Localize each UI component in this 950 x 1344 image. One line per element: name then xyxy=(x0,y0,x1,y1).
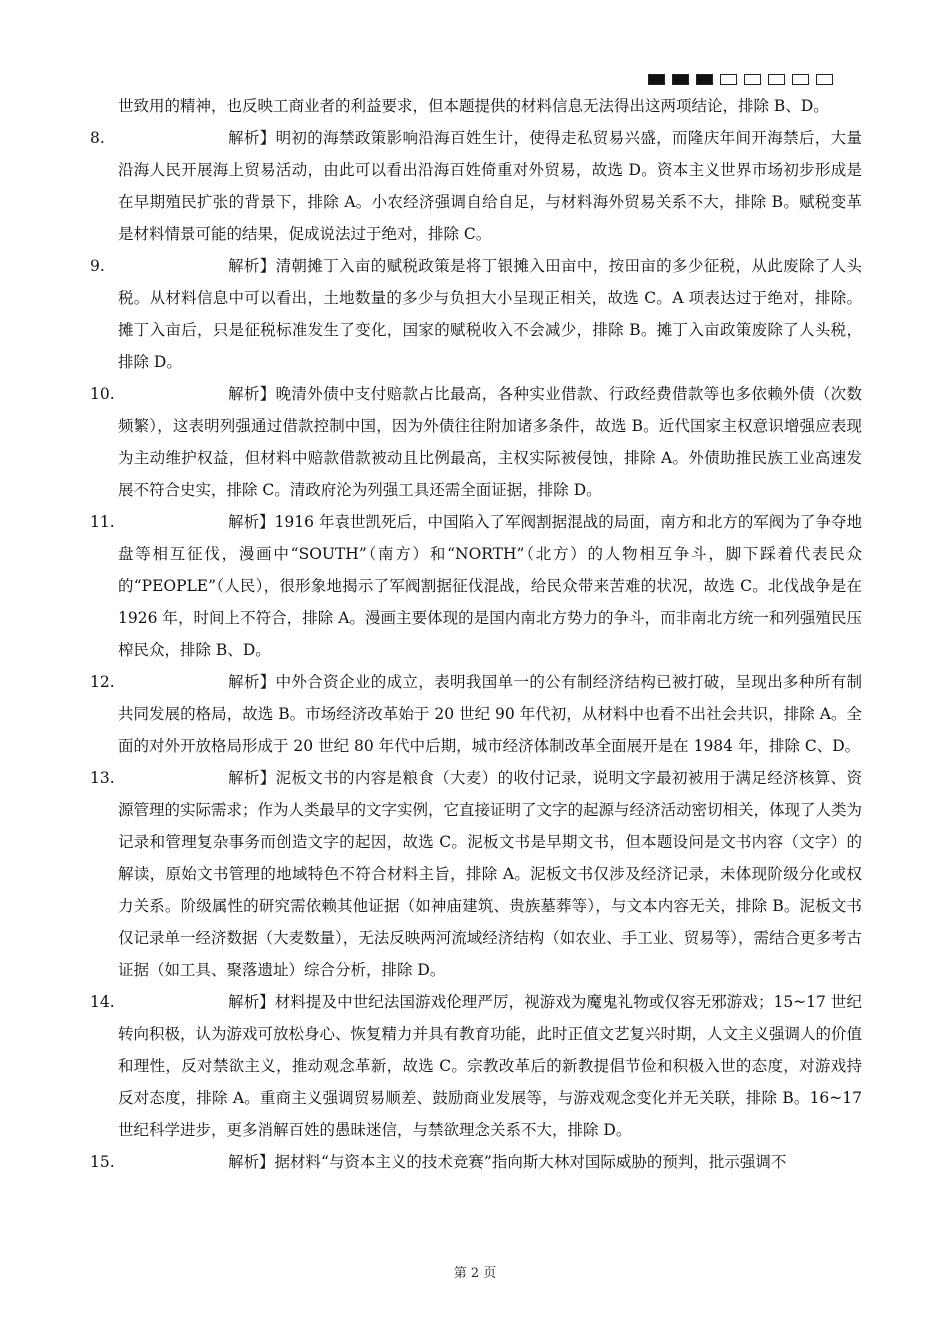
explanation-text: 解析】明初的海禁政策影响沿海百姓生计，使得走私贸易兴盛，而隆庆年间开海禁后，大量沿海人民开展海上贸易活动，由此可以看出沿海百姓倚重对外贸易，故选 D。资本主义世界市场初步形成是在早期殖民扩张的背景下，排除 A。小农经济强调自给自足，与材料海外贸易关系不大，排除 B。赋税变革是材料情景可能的结果，促成说法过于绝对，排除 C。 xyxy=(118,129,862,243)
question-number: 12. xyxy=(90,673,115,691)
explanation-text: 解析】1916 年袁世凯死后，中国陷入了军阀割据混战的局面，南方和北方的军阀为了争夺地盘等相互征伐，漫画中“SOUTH”（南方）和“NORTH”（北方）的人物相互争斗，脚下踩着代表民众的“PEOPLE”（人民），很形象地揭示了军阀割据征伐混战，给民众带来苦难的状况，故选 C。北伐战争是在 1926 年，时间上不符合，排除 A。漫画主要体现的是国内南北方势力的争斗，而非南北方统一和列强殖民压榨民众，排除 B、D。 xyxy=(118,513,862,659)
progress-square-filled xyxy=(672,74,689,85)
answer-item-8 xyxy=(88,122,862,250)
continuation-paragraph: 世致用的精神，也反映工商业者的利益要求，但本题提供的材料信息无法得出这两项结论，排除 B、D。 xyxy=(118,97,829,115)
question-number: 14. xyxy=(90,993,115,1011)
answer-item-13 xyxy=(88,762,862,986)
explanation-text: 解析】清朝摊丁入亩的赋税政策是将丁银摊入田亩中，按田亩的多少征税，从此废除了人头税。从材料信息中可以看出，土地数量的多少与负担大小呈现正相关，故选 C。A 项表达过于绝对，排除。摊丁入亩后，只是征税标准发生了变化，国家的赋税收入不会减少，排除 B。摊丁入亩政策废除了人头税，排除 D。 xyxy=(118,257,862,371)
progress-square-empty xyxy=(792,74,809,85)
progress-square-empty xyxy=(744,74,761,85)
progress-square-filled xyxy=(696,74,713,85)
progress-square-empty xyxy=(816,74,833,85)
answer-item-15 xyxy=(88,1146,862,1178)
question-number: 9. xyxy=(90,257,105,275)
explanation-text: 解析】晚清外债中支付赔款占比最高，各种实业借款、行政经费借款等也多依赖外债（次数频繁），这表明列强通过借款控制中国，因为外债往往附加诸多条件，故选 B。近代国家主权意识增强应表现为主动维护权益，但材料中赔款借款被动且比例最高，主权实际被侵蚀，排除 A。外债助推民族工业高速发展不符合史实，排除 C。清政府沦为列强工具还需全面证据，排除 D。 xyxy=(118,385,862,499)
answer-item-11 xyxy=(88,506,862,666)
answer-item-10 xyxy=(88,378,862,506)
question-number: 15. xyxy=(90,1153,115,1171)
explanation-text: 解析】材料提及中世纪法国游戏伦理严厉，视游戏为魔鬼礼物或仅容无邪游戏；15~17 世纪转向积极，认为游戏可放松身心、恢复精力并具有教育功能，此时正值文艺复兴时期，人文主义强调人的价值和理性，反对禁欲主义，推动观念革新，故选 C。宗教改革后的新教提倡节俭和积极入世的态度，对游戏持反对态度，排除 A。重商主义强调贸易顺差、鼓励商业发展等，与游戏观念变化并无关联，排除 B。16~17 世纪科学进步，更多消解百姓的愚昧迷信，与禁欲理念关系不大，排除 D。 xyxy=(118,993,863,1139)
progress-square-empty xyxy=(768,74,785,85)
question-number: 8. xyxy=(90,129,105,147)
progress-indicator xyxy=(648,74,833,85)
answer-explanations xyxy=(88,90,862,1178)
question-number: 11. xyxy=(90,513,115,531)
explanation-text: 解析】泥板文书的内容是粮食（大麦）的收付记录，说明文字最初被用于满足经济核算、资源管理的实际需求；作为人类最早的文字实例，它直接证明了文字的起源与经济活动密切相关，体现了人类为记录和管理复杂事务而创造文字的起因，故选 C。泥板文书是早期文书，但本题设问是文书内容（文字）的解读，原始文书管理的地域特色不符合材料主旨，排除 A。泥板文书仅涉及经济记录，未体现阶级分化或权力关系。阶级属性的研究需依赖其他证据（如神庙建筑、贵族墓葬等），与文本内容无关，排除 B。泥板文书仅记录单一经济数据（大麦数量），无法反映两河流域经济结构（如农业、手工业、贸易等），需结合更多考古证据（如工具、聚落遗址）综合分析，排除 D。 xyxy=(118,769,863,979)
progress-square-empty xyxy=(720,74,737,85)
question-number: 10. xyxy=(90,385,115,403)
question-number: 13. xyxy=(90,769,115,787)
progress-square-filled xyxy=(648,74,665,85)
answer-item-12 xyxy=(88,666,862,762)
explanation-text: 解析】中外合资企业的成立，表明我国单一的公有制经济结构已被打破，呈现出多种所有制共同发展的格局，故选 B。市场经济改革始于 20 世纪 90 年代初，从材料中也看不出社会共识，排除 A。全面的对外开放格局形成于 20 世纪 80 年代中后期，城市经济体制改革全面展开是在 1984 年，排除 C、D。 xyxy=(118,673,862,755)
page-number: 第 2 页 xyxy=(453,1266,497,1281)
answer-item-14 xyxy=(88,986,862,1146)
explanation-text: 解析】据材料“与资本主义的技术竞赛”指向斯大林对国际威胁的预判，批示强调不 xyxy=(228,1153,787,1171)
answer-item-9 xyxy=(88,250,862,378)
